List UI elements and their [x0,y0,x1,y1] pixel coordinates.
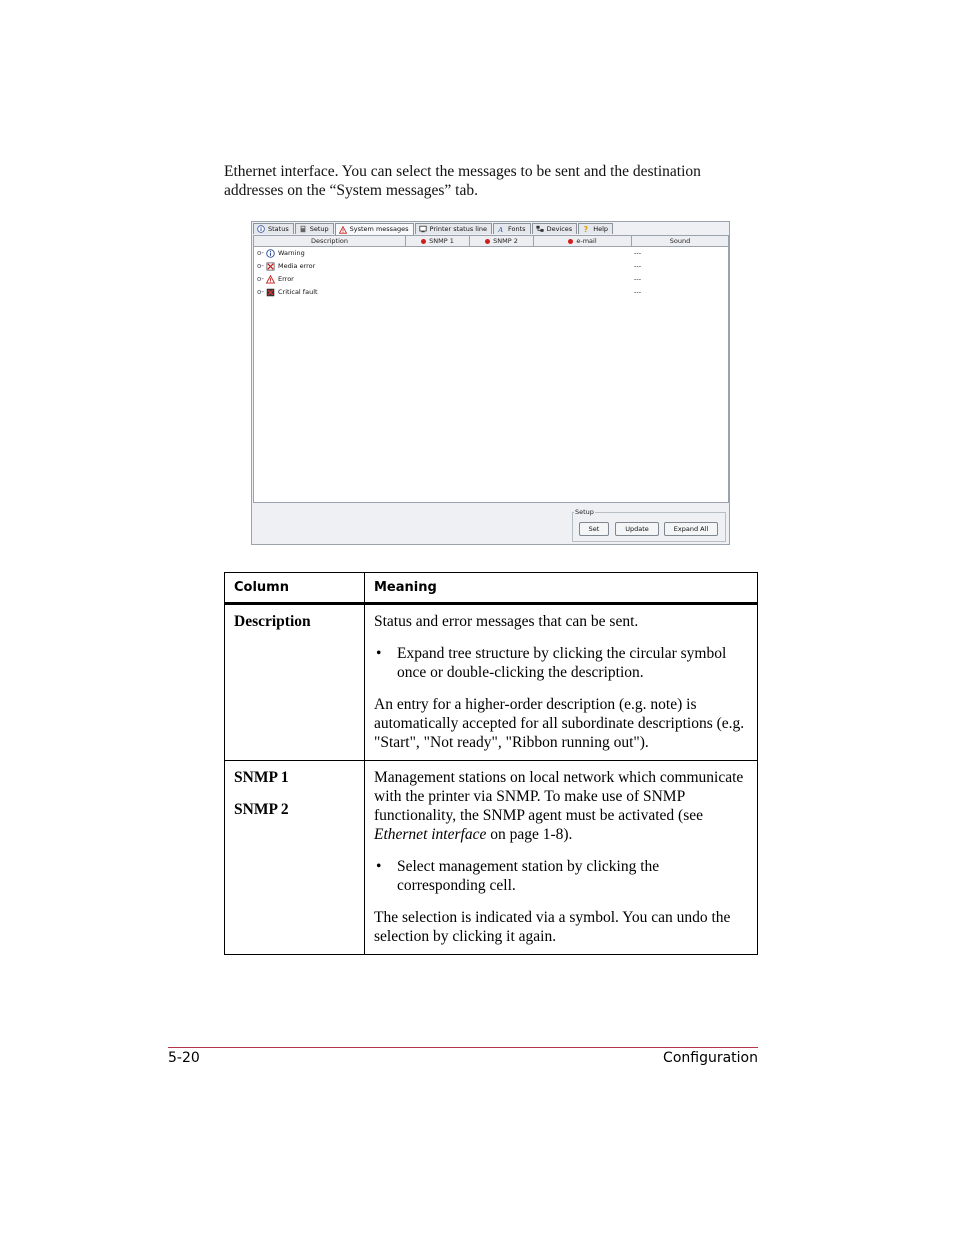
monitor-icon [419,225,427,233]
column-description[interactable] [254,236,406,246]
column-meaning-table [224,572,758,955]
tab-status[interactable] [253,223,294,234]
info-icon [266,249,275,258]
expand-all-button[interactable]: Expand All [664,522,718,536]
column-email[interactable] [534,236,632,246]
snmp-dot-icon [421,239,426,244]
column-label: e-mail [576,237,597,245]
tab-label: System messages [349,225,409,233]
column-sound[interactable] [632,236,728,246]
media-error-icon [266,262,275,271]
expand-toggle-icon[interactable]: o- [257,275,264,283]
header-column: Column [225,573,365,602]
setup-icon [299,225,307,233]
row-label: Warning [278,249,305,257]
section-title: Configuration [663,1050,758,1066]
tab-fonts[interactable] [493,223,531,234]
setup-group-caption: Setup [575,508,594,516]
update-button[interactable]: Update [615,522,659,536]
footer-rule [168,1047,758,1048]
meaning-paragraph [374,768,747,844]
tab-help[interactable] [578,223,613,234]
expand-toggle-icon[interactable]: o- [257,249,264,257]
meaning-paragraph: The selection is indicated via a symbol. You can undo the selection by clicking it again. [374,909,731,945]
row-label: Media error [278,262,316,270]
page-number: 5-20 [168,1050,200,1066]
table-row-description [225,605,757,761]
snmp-dot-icon [485,239,490,244]
tree-row-error[interactable] [254,273,728,286]
tree-row-warning[interactable] [254,247,728,260]
tab-printer-status-line[interactable] [415,223,492,234]
tree-row-critical-fault[interactable] [254,286,728,299]
tab-setup[interactable] [295,223,334,234]
help-icon [582,225,590,233]
meaning-paragraph: Status and error messages that can be sent. [374,613,639,630]
messages-tree-table [253,235,729,503]
row-meaning [365,761,757,954]
tab-label: Fonts [508,224,526,233]
row-meaning [365,605,757,760]
error-icon [266,275,275,284]
column-label: Description [310,237,349,245]
tab-label: Printer status line [429,224,488,233]
expand-toggle-icon[interactable]: o- [257,262,264,270]
intro-paragraph: Ethernet interface. You can select the messages to be sent and the destination addresses on the “System messages” tab. [224,163,701,199]
column-snmp2[interactable] [470,236,534,246]
tab-system-messages[interactable] [335,223,414,235]
meaning-bullet: • Select management station by clicking the corresponding cell. [374,857,747,895]
column-header-row [254,236,728,247]
row-sound-value: --- [634,275,642,283]
meaning-bullet: • Expand tree structure by clicking the circular symbol once or double-clicking the description. [374,644,747,682]
column-label: Sound [669,237,691,245]
cross-reference: Ethernet interface [374,826,487,843]
table-row-snmp [225,761,757,954]
critical-fault-icon [266,288,275,297]
text-run: on page 1-8). [486,826,573,843]
row-terms [225,761,365,954]
info-icon [257,225,265,233]
svg-text:?: ? [583,225,589,233]
row-sound-value: --- [634,288,642,296]
row-label: Critical fault [278,288,318,296]
column-snmp1[interactable] [406,236,470,246]
row-term-snmp2: SNMP 2 [234,801,289,818]
table-header-row [225,573,757,605]
meaning-paragraph: An entry for a higher-order description (e.g. note) is automatically accepted for all subordinate descriptions (e.g. "Start", "Not ready", "Ribbon running out"). [374,696,745,751]
tree-row-media-error[interactable] [254,260,728,273]
tab-label: Help [593,224,609,233]
font-icon [497,225,505,233]
column-label: SNMP 2 [493,237,518,245]
row-term: Description [225,605,365,760]
header-meaning: Meaning [374,580,437,595]
tab-bar [253,223,614,235]
row-term-snmp1: SNMP 1 [234,769,289,786]
warning-icon [339,226,347,234]
svg-text:A: A [498,226,503,233]
column-label: SNMP 1 [429,237,454,245]
email-dot-icon [568,239,573,244]
devices-icon [536,225,544,233]
text-run: Management stations on local network which communicate with the printer via SNMP. To make use of SNMP functionality, the SNMP agent must be activated (see [374,769,744,824]
set-button[interactable]: Set [579,522,609,536]
row-sound-value: --- [634,249,642,257]
tab-label: Status [268,224,289,233]
tab-label: Setup [309,224,329,233]
tab-label: Devices [546,224,573,233]
expand-toggle-icon[interactable]: o- [257,288,264,296]
row-label: Error [278,275,294,283]
tab-devices[interactable] [532,223,578,234]
system-messages-window [251,221,730,545]
row-sound-value: --- [634,262,642,270]
